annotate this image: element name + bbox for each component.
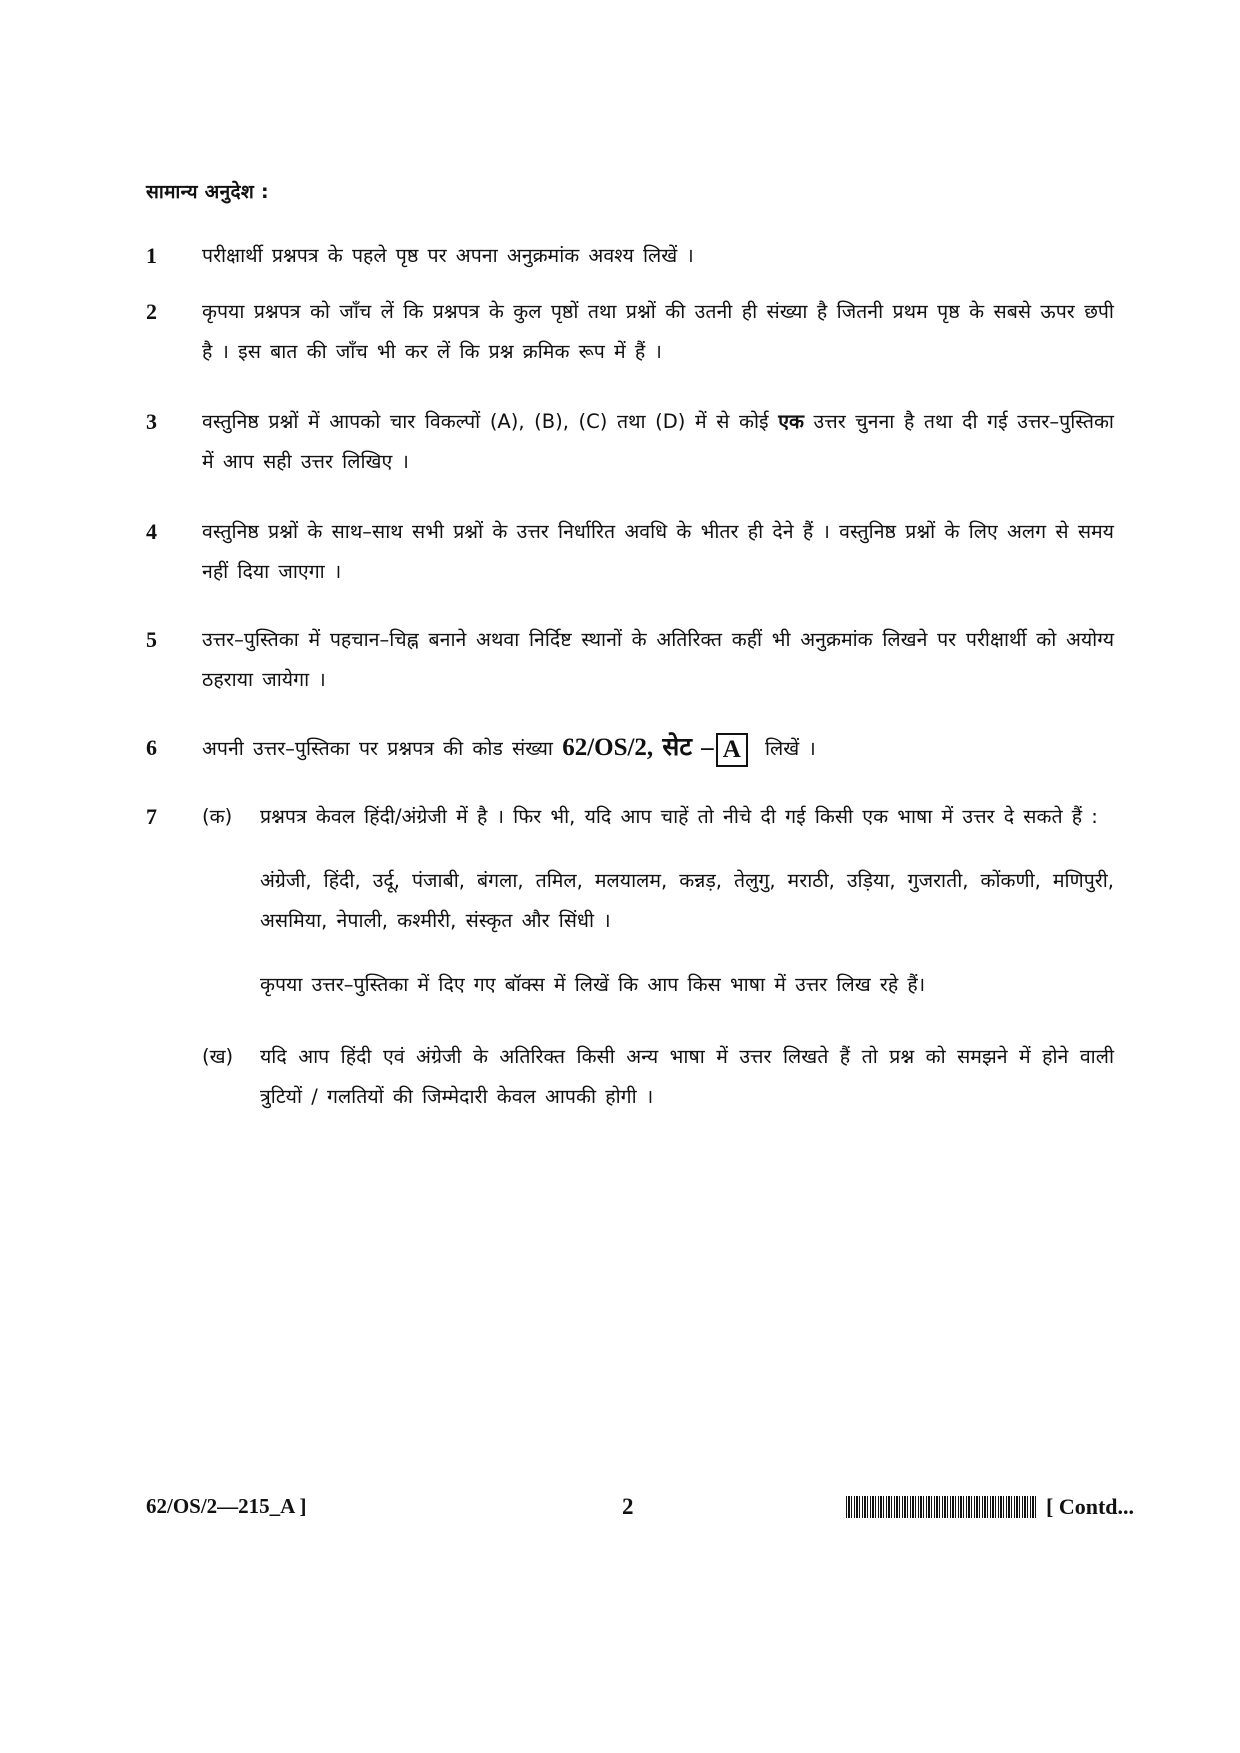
instruction-list (146, 236, 1114, 1117)
sub-instruction-a (202, 797, 1114, 1005)
language-list: अंग्रेजी, हिंदी, उर्दू, पंजाबी, बंगला, तमिल, मलयालम, कन्नड़, तेलुगु, मराठी, उड़िया, गुजराती, कोंकणी, मणिपुरी, असमिया, नेपाली, कश्मीरी, संस्कृत और सिंधी । (260, 869, 1114, 932)
instruction-number: 5 (146, 627, 157, 652)
sub-instruction-b (202, 1037, 1114, 1117)
instruction-text-part: अपनी उत्तर–पुस्तिका पर प्रश्नपत्र की कोड संख्या (202, 737, 563, 760)
instruction-number: 4 (146, 519, 157, 544)
instruction-text: उत्तर–पुस्तिका में पहचान–चिह्न बनाने अथवा निर्दिष्ट स्थानों के अतिरिक्त कहीं भी अनुक्रमांक लिखने पर परीक्षार्थी को अयोग्य ठहराया जायेगा । (202, 628, 1114, 691)
footer-paper-code: 62/OS/2—215_A ] (146, 1494, 307, 1518)
instruction-number: 2 (146, 299, 157, 324)
instruction-text: वस्तुनिष्ठ प्रश्नों के साथ–साथ सभी प्रश्नों के उत्तर निर्धारित अवधि के भीतर ही देने हैं । वस्तुनिष्ठ प्रश्नों के लिए अलग से समय नहीं दिया जाएगा । (202, 520, 1114, 583)
barcode-image (846, 1496, 1036, 1518)
instruction-text-part: उत्तर चुनना है तथा दी गई उत्तर–पुस्तिका में आप सही उत्तर लिखिए । (202, 410, 1114, 473)
sub-label: (क) (202, 805, 233, 828)
instruction-item-2 (146, 292, 1114, 372)
paper-code: 62/OS/2, सेट – (562, 734, 714, 761)
instruction-text (202, 728, 1114, 769)
instruction-item-3 (146, 402, 1114, 482)
instruction-7-body (202, 797, 1114, 1117)
emphasis-one: एक (778, 410, 804, 433)
instruction-text-part: लिखें । (755, 737, 816, 760)
instruction-number: 1 (146, 243, 157, 268)
continued-marker: [ Contd... (1046, 1494, 1135, 1519)
instruction-number: 7 (146, 804, 157, 829)
page-footer (146, 1494, 1135, 1534)
instruction-number: 3 (146, 409, 157, 434)
sub-body (260, 1037, 1114, 1117)
set-letter-box: A (716, 733, 748, 767)
instruction-item-5 (146, 620, 1114, 700)
sub-label: (ख) (202, 1045, 234, 1068)
instruction-item-1 (146, 236, 1114, 276)
instruction-item-4 (146, 512, 1114, 592)
sub-a-text: प्रश्नपत्र केवल हिंदी/अंग्रेजी में है । फिर भी, यदि आप चाहें तो नीचे दी गई किसी एक भाषा में उत्तर दे सकते हैं : (260, 805, 1098, 828)
sub-body (260, 797, 1114, 1005)
instruction-item-7 (146, 797, 1114, 1117)
language-box-note: कृपया उत्तर–पुस्तिका में दिए गए बॉक्स में लिखें कि आप किस भाषा में उत्तर लिख रहे हैं। (260, 973, 926, 996)
instruction-text: कृपया प्रश्नपत्र को जाँच लें कि प्रश्नपत्र के कुल पृष्ठों तथा प्रश्नों की उतनी ही संख्या है जितनी प्रथम पृष्ठ के सबसे ऊपर छपी है । इस बात की जाँच भी कर लें कि प्रश्न क्रमिक रूप में हैं । (202, 300, 1114, 363)
instruction-text-part: वस्तुनिष्ठ प्रश्नों में आपको चार विकल्पों (A), (B), (C) तथा (D) में से कोई (202, 410, 779, 433)
instruction-text: परीक्षार्थी प्रश्नपत्र के पहले पृष्ठ पर अपना अनुक्रमांक अवश्य लिखें । (202, 244, 694, 267)
general-instructions-heading: सामान्य अनुदेश : (146, 181, 269, 203)
instruction-item-6 (146, 728, 1114, 769)
page-number: 2 (622, 1494, 634, 1519)
instruction-text (202, 402, 1114, 482)
sub-b-text: यदि आप हिंदी एवं अंग्रेजी के अतिरिक्त किसी अन्य भाषा में उत्तर लिखते हैं तो प्रश्न को समझने में होने वाली त्रुटियों / गलतियों की जिम्मेदारी केवल आपकी होगी । (260, 1045, 1114, 1108)
instruction-number: 6 (146, 735, 157, 760)
